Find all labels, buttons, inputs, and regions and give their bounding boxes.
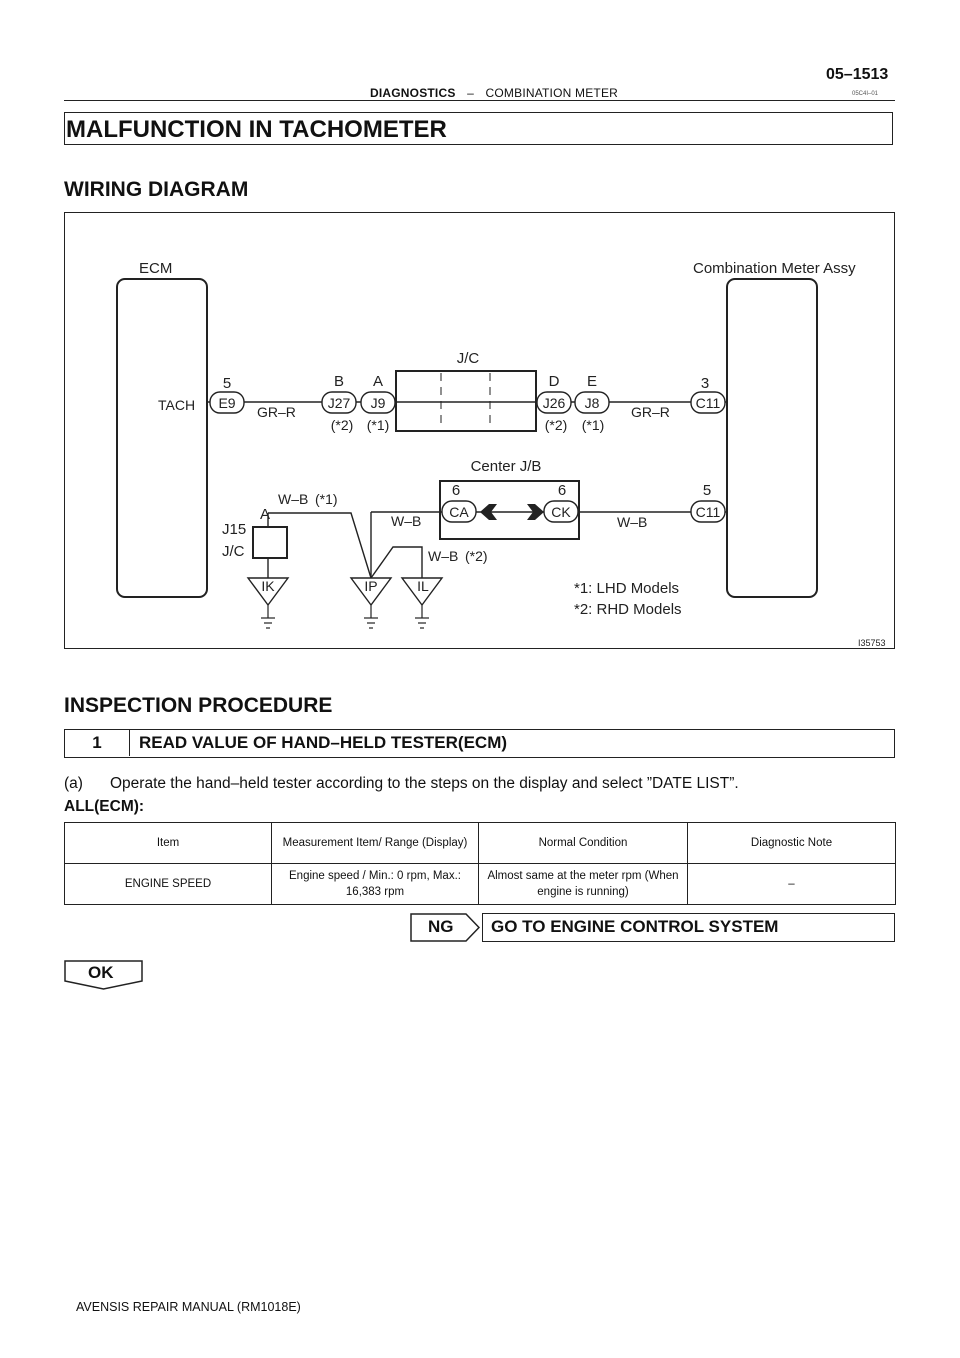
table-cell: Engine speed / Min.: 0 rpm, Max.: 16,383 rpm: [272, 864, 479, 905]
jc-box: [396, 371, 536, 431]
ng-label: NG: [428, 917, 454, 936]
j15-name: J15: [222, 521, 247, 538]
instruction-label: (a): [64, 775, 83, 792]
connector-ck-name: CK: [551, 504, 571, 520]
tach-label: TACH: [158, 397, 196, 413]
wire-wb-lhd-note: (*1): [315, 491, 338, 507]
wire-wb-rhd: W–B: [428, 548, 459, 564]
wire-gr-r-left: GR–R: [257, 404, 296, 420]
figure-id: I35753: [858, 638, 886, 648]
wiring-diagram: [64, 212, 895, 649]
connector-c11-bottom-pin: 5: [702, 482, 712, 499]
connector-j26-pin: D: [548, 373, 560, 390]
header-separator: –: [467, 86, 474, 100]
header-rule: [64, 100, 895, 101]
j15-sub: J/C: [222, 543, 245, 560]
connector-ck-pin: 6: [557, 482, 567, 499]
all-ecm-label: ALL(ECM):: [64, 798, 145, 815]
table-cell: ENGINE SPEED: [65, 864, 272, 905]
page-number: 05–1513: [826, 66, 889, 83]
wiring-diagram-heading: WIRING DIAGRAM: [64, 178, 249, 201]
footer: AVENSIS REPAIR MANUAL (RM1018E): [76, 1300, 301, 1314]
ng-tag: [410, 913, 480, 942]
table-cell: Almost same at the meter rpm (When engine is running): [479, 864, 688, 905]
connector-j27-note: (*2): [330, 417, 354, 433]
connector-j8-note: (*1): [581, 417, 605, 433]
ground-ip-label: IP: [364, 578, 378, 594]
j15-pin: A: [260, 506, 271, 523]
connector-c11-top-name: C11: [695, 395, 721, 411]
page-title: MALFUNCTION IN TACHOMETER: [64, 112, 893, 145]
ok-label: OK: [88, 963, 114, 982]
connector-e9-pin: 5: [222, 375, 232, 392]
table-header-cell: Measurement Item/ Range (Display): [272, 823, 479, 864]
table-header-cell: Diagnostic Note: [688, 823, 896, 864]
connector-j9-note: (*1): [366, 417, 390, 433]
instruction-text: Operate the hand–held tester according to the steps on the display and select ”DATE LIST”.: [110, 775, 739, 792]
inspection-heading: INSPECTION PROCEDURE: [64, 694, 333, 717]
j15-box: [253, 527, 287, 558]
connector-c11-bottom-name: C11: [695, 504, 721, 520]
jc-label: J/C: [456, 350, 480, 367]
wb-wire-rhd: [371, 547, 422, 578]
table-header-cell: Normal Condition: [479, 823, 688, 864]
wire-wb-lhd: W–B: [278, 491, 309, 507]
data-list-table: [64, 822, 896, 905]
ground-ik-label: IK: [261, 578, 275, 594]
ng-action: GO TO ENGINE CONTROL SYSTEM: [482, 913, 895, 942]
connector-j27-pin: B: [333, 373, 345, 390]
connector-j9-pin: A: [372, 373, 384, 390]
meter-label: Combination Meter Assy: [693, 260, 856, 277]
connector-e9-name: E9: [218, 395, 236, 411]
connector-j8-pin: E: [586, 373, 598, 390]
note-lhd: *1: LHD Models: [574, 580, 680, 597]
ecm-label: ECM: [139, 260, 173, 277]
step-box: [64, 729, 895, 758]
wire-wb-rhd-note: (*2): [465, 548, 488, 564]
connector-j26-note: (*2): [544, 417, 568, 433]
connector-j26-name: J26: [542, 395, 566, 411]
wire-wb-mid: W–B: [391, 513, 422, 529]
wire-gr-r-right: GR–R: [631, 404, 670, 420]
header-subsection: COMBINATION METER: [485, 86, 619, 100]
table-header-row: [65, 823, 896, 864]
header-section: DIAGNOSTICS: [370, 86, 456, 100]
instruction: [64, 775, 739, 793]
running-header: [370, 86, 618, 100]
connector-ca-pin: 6: [451, 482, 461, 499]
meter-box: [727, 279, 817, 597]
center-jb-label: Center J/B: [470, 458, 542, 475]
note-rhd: *2: RHD Models: [574, 601, 682, 618]
table-cell: –: [688, 864, 896, 905]
connector-j27-name: J27: [327, 395, 351, 411]
connector-c11-top-pin: 3: [700, 375, 710, 392]
wiring-diagram-svg: [65, 213, 894, 648]
connector-j9-name: J9: [370, 395, 386, 411]
doc-code: 05C4I–01: [852, 91, 879, 97]
step-number: 1: [65, 730, 130, 756]
connector-j8-name: J8: [584, 395, 600, 411]
ok-tag: [64, 960, 144, 990]
ecm-box: [117, 279, 207, 597]
table-header-cell: Item: [65, 823, 272, 864]
wire-wb-right: W–B: [617, 514, 648, 530]
table-row: [65, 864, 896, 905]
step-title: READ VALUE OF HAND–HELD TESTER(ECM): [139, 733, 508, 752]
connector-ca-name: CA: [449, 504, 469, 520]
ground-il-label: IL: [417, 578, 429, 594]
